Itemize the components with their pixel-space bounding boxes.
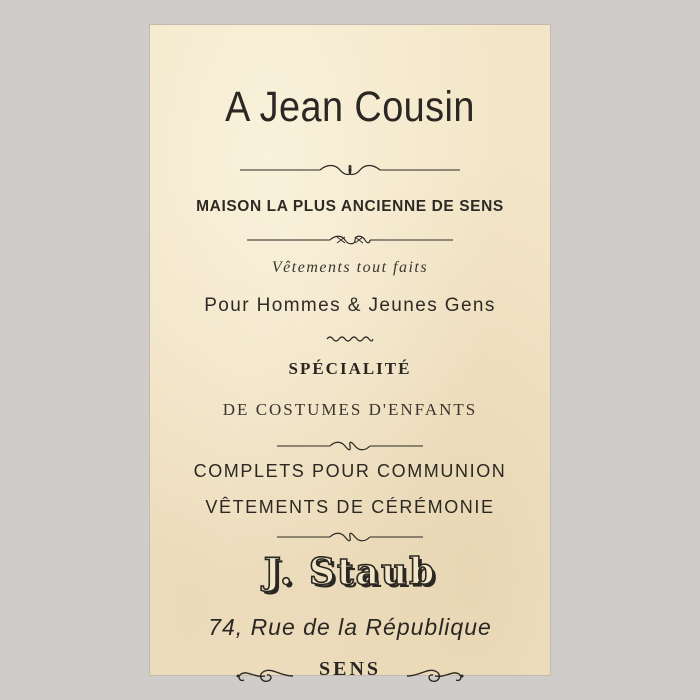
offer-line-2: VÊTEMENTS DE CÉRÉMONIE [205,497,495,517]
shop-subtitle: MAISON LA PLUS ANCIENNE DE SENS [196,198,504,215]
business-card [150,25,550,680]
flourish-divider-2 [150,234,550,246]
clothing-line: Vêtements tout faits [271,259,429,276]
offer-line-1: COMPLETS POUR COMMUNION [193,461,507,481]
audience-line: Pour Hommes & Jeunes Gens [204,295,496,316]
specialty-heading: SPÉCIALITÉ [288,359,412,378]
shop-title: A Jean Cousin [225,83,475,131]
flourish-divider-4 [150,532,550,542]
flourish-divider-1 [150,163,550,177]
proprietor-name: J. Staub [263,551,437,593]
wave-divider [150,335,550,343]
shop-address: 74, Rue de la République [208,614,492,640]
city-name: SENS [318,658,382,680]
flourish-divider-3 [150,441,550,451]
specialty-line: DE COSTUMES D'ENFANTS [222,400,478,419]
